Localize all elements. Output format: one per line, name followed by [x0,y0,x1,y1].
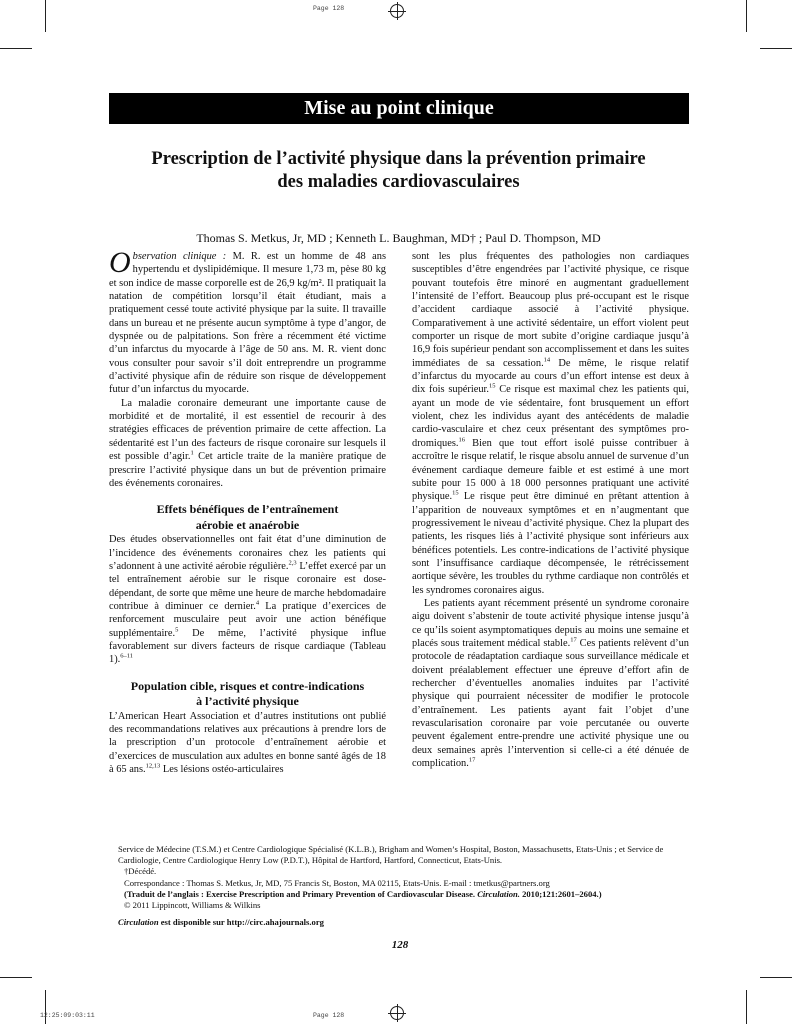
crop-mark-left-bottom [0,977,32,978]
translation-text-b: 2010;121:2601–2604.) [519,888,602,899]
column-left [109,246,387,776]
drop-cap: O [109,246,131,279]
section-banner: Mise au point clinique [109,93,689,124]
crop-mark-left-top [0,48,32,49]
heading-population-line-1: Population cible, risques et contre-indications [130,678,365,693]
bottom-page-slug: Page 128 [313,1012,345,1019]
benefits-text-d: De même, l’activité physique influe favorablement sur divers facteurs de risque cardiaque (Tableau 1). [109,627,386,666]
reference-marker: 12,13 [145,762,161,770]
risk-text-d: Bien que tout effort isolé puisse contribuer à accroître le risque relatif, le risque absolu annuel de survenue d’un événement cardiaque demeure faible et est estimé à une mort subite pour 15 000 à 18 000 personnes pratiquant une activité physique. [412,437,689,503]
deceased-note: †Décédé. [124,866,157,877]
intro-text-a: La maladie coronaire demeurant une importante cause de morbidité et de mortalité, il est essentiel de recourir à des stratégies efficaces de prévention primaire de cette affection. La sédentarité est l’un des facteurs de risque coronaire sur lesquels il est possible d’agir. [109,397,386,463]
case-paragraph [109,246,387,397]
page-number: 128 [391,939,409,951]
reference-marker: 1 [190,449,194,457]
heading-benefits-line-2: aérobie et anaérobie [195,517,300,532]
crop-mark-right-bottom [760,977,792,978]
heading-benefits-line-1: Effets bénéfiques de l’entraînement [156,502,339,517]
reference-marker: 16 [458,436,465,444]
heading-benefits [109,502,386,533]
top-page-slug: Page 128 [313,5,345,12]
intro-paragraph [109,397,386,490]
acute-text-a: Les patients ayant récemment présenté un syndrome coronaire aigu doivent s’abstenir de toute activité physique intense jusqu’à ce qu’ils soient asymptomatiques depuis au moins une semaine et placés sous traitement médical stable. [412,597,689,649]
availability-url-text: est disponible sur http://circ.ahajournals.org [158,917,324,927]
author-list: Thomas S. Metkus, Jr, MD ; Kenneth L. Baughman, MD† ; Paul D. Thompson, MD [196,231,601,245]
case-text: M. R. est un homme de 48 ans hypertendu et dyslipidémique. Il mesure 1,73 m, pèse 80 kg et son indice de masse corporelle est de 26,9 kg/m². Il pratiquait la natation de compétition lorsqu’il était étudiant, mais a pratiquement cessé toute activité physique par la suite. Il travaille dans un bureau et ne présente aucun symptôme à type d’angor, de dyspnée ou de palpitations. Son frère a récemment été victime d’un infarctus du myocarde à l’âge de 50 ans. M. R. vient donc vous consulter pour savoir s’il doit entreprendre un programme d’activité physique afin de réduire son risque de développement futur d’un infarctus du myocarde. [109,251,387,396]
reference-marker: 17 [468,756,476,764]
heading-population-line-2: à l’activité physique [196,694,299,709]
population-text-b: Les lésions ostéo-articulaires [160,764,284,775]
affiliation-note: Service de Médecine (T.S.M.) et Centre Cardiologique Spécialisé (K.L.B.), Brigham and Women’s Hospital, Boston, Massachusetts, Etats-Unis ; et Service de Cardiologie, Centre Cardiologique Henry Low (P.D.T.), Hôpital de Hartford, Hartford, Connecticut, Etats-Unis. [118,844,664,866]
benefits-text-c: La pratique d’exercices de renforcement musculaire peut avoir une action bénéfique supplémentaire. [109,600,386,639]
reference-marker: 15 [489,382,496,390]
footnotes [118,844,693,911]
column-right [412,250,689,770]
reference-marker: 5 [175,626,179,634]
translation-journal: Circulation. [477,888,520,899]
reference-marker: 17 [570,636,577,644]
translation-text-a: (Traduit de l’anglais : Exercise Prescription and Primary Prevention of Cardiovascular Disease. [124,888,478,899]
reference-marker: 15 [452,489,459,497]
risk-paragraph [412,250,689,597]
benefits-text-b: L’effet exercé par un tel entraînement aérobie sur le risque coronaire est dose-dépendant, de sorte que même une heure de marche hebdomadaire contribue à diminuer ce dernier. [109,560,386,612]
benefits-text-a: Des études observationnelles ont fait état d’une diminution de l’incidence des événements coronaires chez les patients qui s’adonnent à une activité aérobie régulière. [109,534,386,572]
availability-journal: Circulation [118,917,159,927]
reference-marker: 14 [543,356,551,364]
availability-note [118,917,693,927]
benefits-paragraph [109,533,386,666]
heading-population [109,679,386,710]
acute-text-b: Ces patients relèvent d’un protocole de réadaptation cardiaque sous surveillance médicale et doivent préalablement effectuer une épreuve d’effort afin de rechercher d’éventuelles anomalies induites par l’activité physique qui pourraient nécessiter de modifier le protocole d’entraînement. Les patients ayant fait l’objet d’une revascularisation coronaire par voie percutanée ou ouverte peuvent également entre-prendre une activité physique une ou deux semaines après l’intervention si celle-ci a été dénuée de complication. [412,637,689,770]
crop-mark-top-left [45,0,46,32]
reference-marker: 4 [255,599,260,607]
population-paragraph [109,710,386,777]
top-registration-mark-icon [390,4,404,18]
copyright-note: © 2011 Lippincott, Williams & Wilkins [124,900,261,911]
article-title-line-1: Prescription de l’activité physique dans la prévention primaire [151,149,646,169]
reference-marker: 6–11 [120,652,134,660]
crop-mark-top-right [746,0,747,32]
bottom-registration-mark-icon [390,1006,404,1020]
population-text-a: L’American Heart Association et d’autres institutions ont publié des recommandations relatives aux précautions à prendre lors de la prescription d’un protocole d’entraînement aérobie et d’exercices de musculation aux adultes en bonne santé âgés de 18 à 65 ans. [109,710,386,775]
case-label: bservation clinique : [132,251,227,262]
risk-text-b: De même, le risque relatif d’infarctus du myocarde au cours d’un effort intense est deux à dix fois supérieur. [412,357,689,396]
bottom-time-slug: 12:25:09:03:11 [40,1012,95,1019]
reference-marker: 2,3 [288,559,297,567]
acute-coronary-paragraph [412,597,689,770]
risk-text-a: sont les plus fréquentes des pathologies non cardiaques susceptibles d’être engendrées par l’activité physique, ce risque pouvant toutefois être minoré en augmentant graduellement l’intensité de l’effort. Beaucoup plus pré-occupant est le risque d’accident cardiaque associé à l’activité physique. Comparativement à une activité sédentaire, un effort violent peut comporter un risque de mort subite d’origine cardiaque jusqu’à 16,9 fois supérieur pendant son accomplissement et dans les suites immédiates de sa cessation. [412,251,689,369]
correspondence-note: Correspondance : Thomas S. Metkus, Jr, MD, 75 Francis St, Boston, MA 02115, Etats-Unis. E-mail : tmetkus@partners.org [124,877,550,888]
intro-text-b: Cet article traite de la manière pratique de prescrire l’activité physique dans un but de prévention primaire des événements coronaires. [109,451,386,489]
translation-note [118,889,693,900]
risk-text-c: Ce risque est maximal chez les patients qui, ayant un mode de vie sédentaire, font brusquement un effort violent, chez les individus ayant des antécédents de maladie cardio-vasculaire et chez ceux présentant des symptômes pro-dromiques. [412,384,689,449]
crop-mark-bottom-right [746,990,747,1024]
risk-text-e: Le risque peut être diminué en prêtant attention à l’apparition de nouveaux symptômes et en n’augmentant que progressivement le niveau d’activité physique. Chez la plupart des patients, les risques liés à l’activité physique sont inférieurs aux bénéfices potentiels. Les contre-indications de l’activité physique sont l’insuffisance cardiaque décompensée, le rétrécissement aortique sévère, les troubles du rythme cardiaque non contrôlés et les syndromes coronaires aigus. [412,491,689,596]
article-title-line-2: des maladies cardiovasculaires [277,172,520,192]
crop-mark-right-top [760,48,792,49]
article-title [100,148,697,194]
